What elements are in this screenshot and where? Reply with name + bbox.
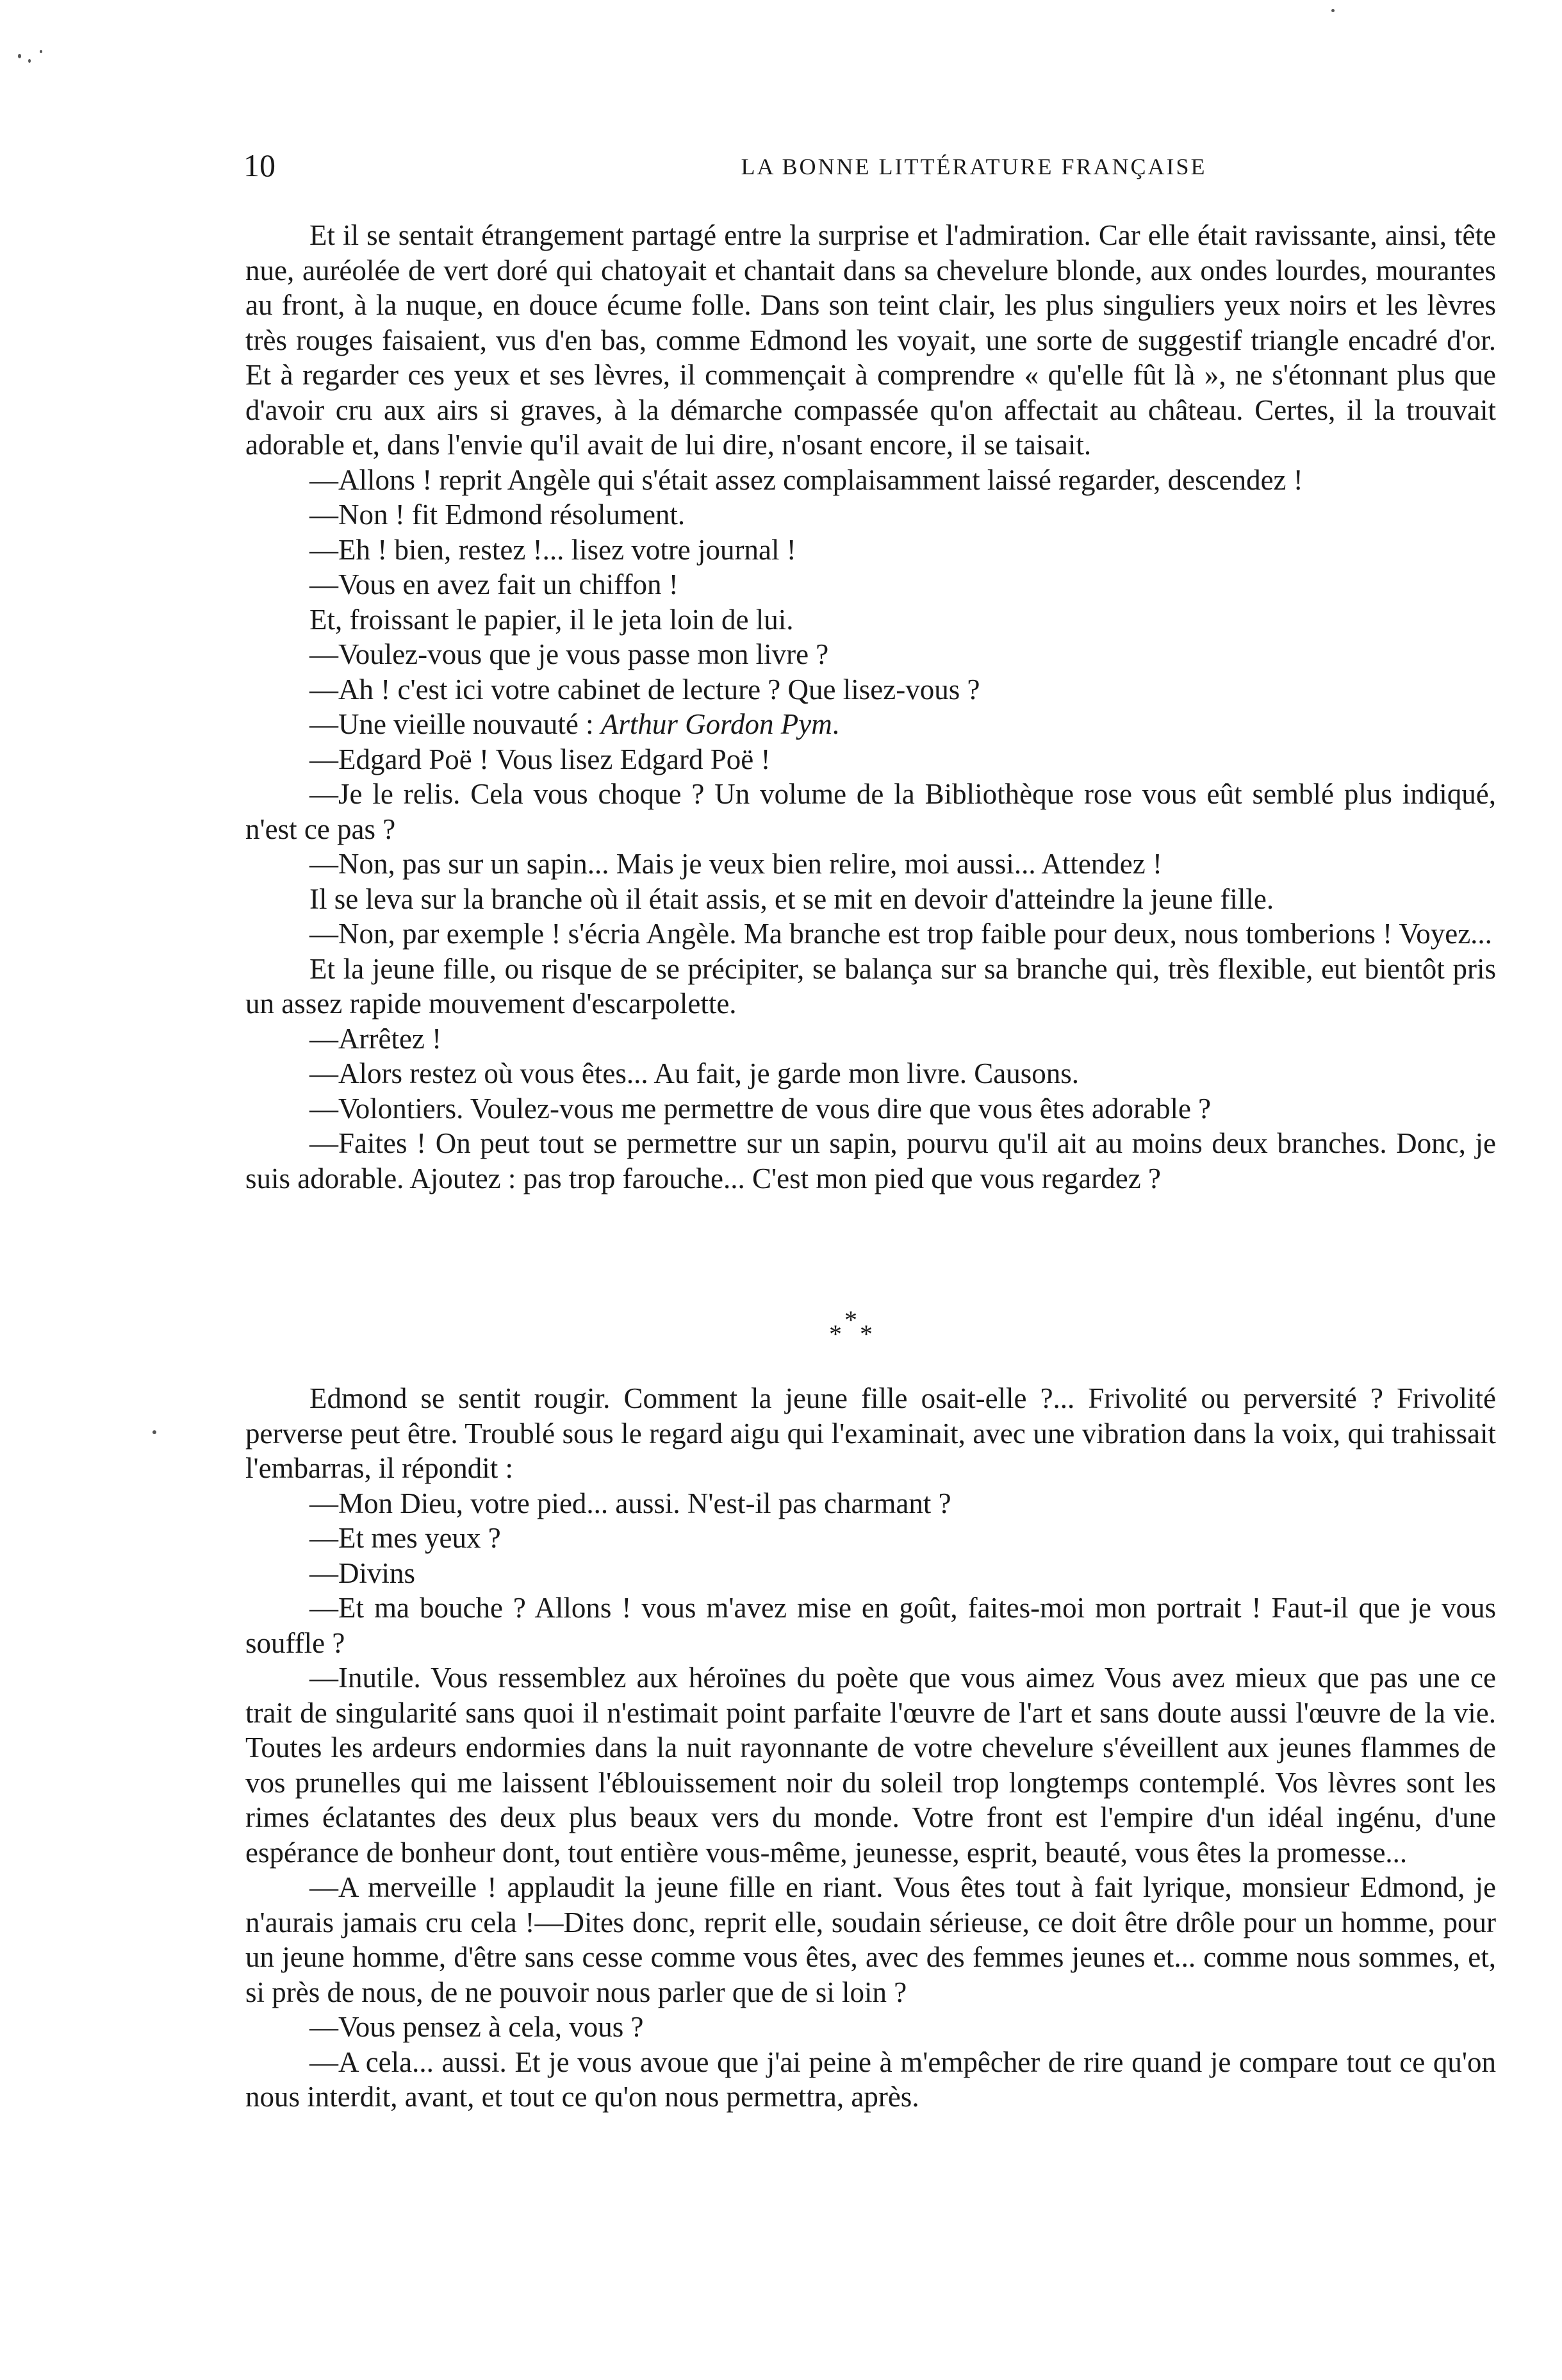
print-speck (152, 1430, 156, 1434)
paragraph: Edmond se sentit rougir. Comment la jeune fille osait-elle ?... Frivolité ou perversité ? Frivolité perverse peut être. Troublé sous le regard aigu qui l'examinait, avec une vibration dans la voix, qui trahissait l'embarras, il répondit : (245, 1382, 1496, 1484)
dialog-line: —Et mes yeux ? (309, 1522, 501, 1554)
dialog-line: —A cela... aussi. Et je vous avoue que j'ai peine à m'empêcher de rire quand je compare tout ce qu'on nous interdit, avant, et tout ce qu'on nous permettra, après. (245, 2045, 1496, 2113)
dialog-line: —Divins (309, 1557, 416, 1589)
dialog-line: —Edgard Poë ! Vous lisez Edgard Poë ! (309, 743, 771, 775)
running-title: LA BONNE LITTÉRATURE FRANÇAISE (741, 154, 1207, 179)
dialog-line: —Inutile. Vous ressemblez aux héroïnes du poète que vous aimez Vous avez mieux que pas une ce trait de singularité sans quoi il n'estimait point parfaite l'œuvre de l'art et sans doute aussi l'œuvre de la vie. Toutes les ardeurs endormies dans la nuit rayonnante de votre chevelure s'éveillent aux jeunes flammes de vos prunelles qui me laissent l'éblouissement noir du soleil trop longtemps contemplé. Vos lèvres sont les rimes éclatantes des deux plus beaux vers du monde. Votre front est l'empire d'un idéal ingénu, d'une espérance de bonheur dont, tout entière vous-même, jeunesse, esprit, beauté, vous êtes la promesse... (245, 1662, 1496, 1869)
dialog-line: —Une vieille nouvauté : Arthur Gordon Pym. (309, 708, 839, 740)
paragraph: Il se leva sur la branche où il était assis, et se mit en devoir d'atteindre la jeune fille. (309, 882, 1274, 915)
dialog-line: —Non, pas sur un sapin... Mais je veux bien relire, moi aussi... Attendez ! (309, 848, 1162, 880)
asterisk-glyph: * (844, 1305, 857, 1334)
book-title: Arthur Gordon Pym (600, 708, 832, 740)
print-speck (28, 59, 31, 63)
page-header (243, 146, 1499, 185)
dialog-line: —Eh ! bien, restez !... lisez votre journal ! (309, 533, 796, 566)
paragraph: Et il se sentait étrangement partagé entre la surprise et l'admiration. Car elle était ravissante, ainsi, tête nue, auréolée de vert doré qui chatoyait et chantait dans sa chevelure blonde, aux ondes lourdes, mourantes au front, à la nuque, en douce écume folle. Dans son teint clair, les plus singuliers yeux noirs et les lèvres très rouges faisaient, vus d'en bas, comme Edmond les voyait, une sorte de suggestif triangle encadré d'or. Et à regarder ces yeux et ses lèvres, il commençait à comprendre « qu'elle fût là », ne s'étonnant plus que d'avoir cru aux airs si graves, à la démarche compassée qu'on affectait au château. Certes, il la trouvait adorable et, dans l'envie qu'il avait de lui dire, n'osant encore, il se taisait. (245, 219, 1496, 461)
dialog-line: —Et ma bouche ? Allons ! vous m'avez mise en goût, faites-moi mon portrait ! Faut-il que je vous souffle ? (245, 1592, 1496, 1659)
dialog-line: —Allons ! reprit Angèle qui s'était assez complaisamment laissé regarder, descendez ! (309, 463, 1303, 496)
section-break-asterism (820, 1307, 884, 1359)
text-section-1 (245, 218, 1496, 1196)
print-speck (40, 50, 42, 53)
dialog-line: —Vous en avez fait un chiffon ! (309, 568, 678, 600)
page-number: 10 (243, 147, 275, 183)
dialog-line: —Vous pensez à cela, vous ? (309, 2011, 644, 2043)
print-speck (1331, 9, 1335, 12)
dialog-line: —Voulez-vous que je vous passe mon livre ? (309, 638, 829, 670)
asterisk-glyph: * (860, 1319, 873, 1348)
text-section-2 (245, 1381, 1496, 2115)
dialog-line: —Alors restez où vous êtes... Au fait, je garde mon livre. Causons. (309, 1057, 1080, 1089)
dialog-line: —Ah ! c'est ici votre cabinet de lecture ? Que lisez-vous ? (309, 673, 980, 706)
dialog-line: —Non, par exemple ! s'écria Angèle. Ma branche est trop faible pour deux, nous tomberions ! Voyez... (309, 918, 1492, 950)
dialog-line: —Faites ! On peut tout se permettre sur un sapin, pourvu qu'il ait au moins deux branches. Donc, je suis adorable. Ajoutez : pas trop farouche... C'est mon pied que vous regardez ? (245, 1127, 1496, 1194)
dialog-line: —Arrêtez ! (309, 1022, 442, 1055)
asterisk-glyph: * (829, 1319, 842, 1348)
dialog-line: —A merveille ! applaudit la jeune fille en riant. Vous êtes tout à fait lyrique, monsieur Edmond, je n'aurais jamais cru cela !—Dites donc, reprit elle, soudain sérieuse, ce doit être drôle pour un homme, pour un jeune homme, d'être sans cesse comme vous êtes, avec des femmes jeunes et... comme nous sommes, et, si près de nous, de ne pouvoir nous parler que de si loin ? (245, 1871, 1496, 2008)
dialog-line: —Je le relis. Cela vous choque ? Un volume de la Bibliothèque rose vous eût semblé plus indiqué, n'est ce pas ? (245, 778, 1496, 845)
paragraph: Et la jeune fille, ou risque de se précipiter, se balança sur sa branche qui, très flexible, eut bientôt pris un assez rapide mouvement d'escarpolette. (245, 952, 1496, 1020)
paragraph: Et, froissant le papier, il le jeta loin de lui. (309, 603, 794, 636)
dialog-line: —Volontiers. Voulez-vous me permettre de vous dire que vous êtes adorable ? (309, 1092, 1212, 1125)
dialog-line: —Mon Dieu, votre pied... aussi. N'est-il pas charmant ? (309, 1487, 951, 1519)
dialog-line: —Non ! fit Edmond résolument. (309, 499, 686, 531)
print-speck (18, 54, 21, 58)
